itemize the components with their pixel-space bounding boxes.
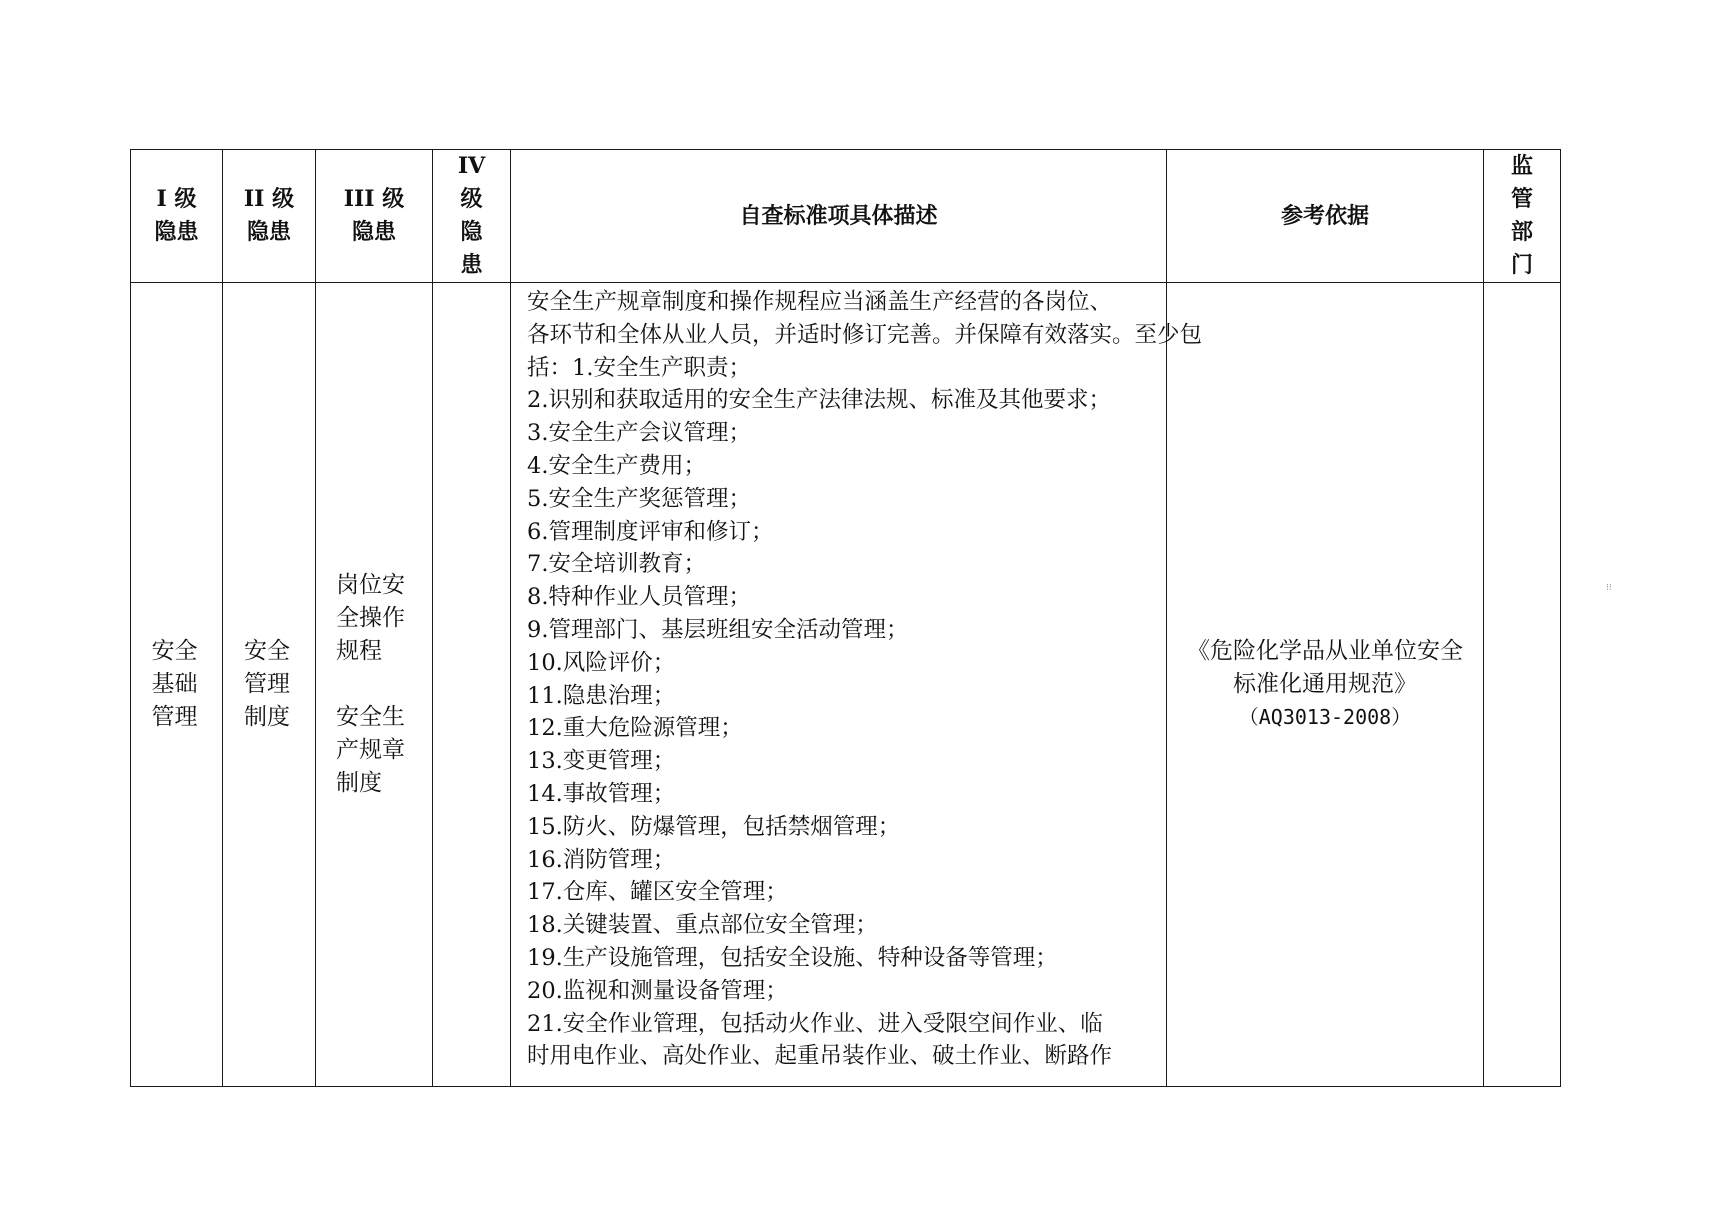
basis-code: （AQ3013-2008）	[1238, 705, 1412, 729]
description-line: 12.重大危险源管理；	[527, 715, 743, 742]
description-line: 17.仓库、罐区安全管理；	[527, 879, 788, 906]
cell-description	[511, 283, 1203, 1087]
table-header-row	[131, 150, 1561, 283]
cell-level1: 安全基础管理	[131, 283, 223, 1087]
header-level3: III 级隐患	[316, 150, 433, 283]
description-line: 安全生产规章制度和操作规程应当涵盖生产经营的各岗位、	[527, 289, 1113, 315]
description-line: 时用电作业、高处作业、起重吊装作业、破土作业、断路作	[527, 1043, 1113, 1070]
description-list	[527, 286, 1203, 1073]
description-line: 3.安全生产会议管理；	[527, 420, 751, 447]
description-line: 8.特种作业人员管理；	[527, 584, 751, 611]
cell-level4	[433, 283, 511, 1087]
header-level2: II 级隐患	[223, 150, 316, 283]
cell-level3	[316, 283, 433, 1087]
level3-item-safety-rules: 安全生产规章制度	[336, 704, 405, 796]
description-line: 14.事故管理；	[527, 780, 676, 807]
header-level1: I 级隐患	[131, 150, 223, 283]
description-line: 9.管理部门、基层班组安全活动管理；	[527, 616, 909, 643]
hazard-checklist-table	[130, 149, 1561, 1087]
description-line: 19.生产设施管理，包括安全设施、特种设备等管理；	[527, 944, 1058, 971]
description-line: 16.消防管理；	[527, 846, 676, 873]
header-level4: IV 级隐患	[433, 150, 511, 283]
header-basis: 参考依据	[1167, 150, 1484, 283]
header-description: 自查标准项具体描述	[511, 150, 1167, 283]
header-department: 监管部门	[1484, 150, 1561, 283]
hazard-table-container	[130, 149, 1554, 1070]
level3-item-operation-rules: 岗位安全操作规程	[336, 572, 405, 664]
description-line: 18.关键装置、重点部位安全管理；	[527, 912, 878, 939]
description-line: 10.风险评价；	[527, 649, 676, 676]
description-line: 13.变更管理；	[527, 748, 676, 775]
description-line: 5.安全生产奖惩管理；	[527, 485, 751, 512]
description-line: 11.隐患治理；	[527, 682, 676, 709]
basis-title: 《危险化学品从业单位安全标准化通用规范》	[1187, 638, 1463, 697]
description-line: 7.安全培训教育；	[527, 551, 706, 578]
description-line: 20.监视和测量设备管理；	[527, 977, 788, 1004]
cell-level2: 安全管理制度	[223, 283, 316, 1087]
description-line: 4.安全生产费用；	[527, 452, 706, 479]
margin-binding-mark: ⁝⁝	[1606, 583, 1612, 593]
cell-department	[1484, 283, 1561, 1087]
table-row	[131, 283, 1561, 1087]
description-line: 2.识别和获取适用的安全生产法律法规、标准及其他要求；	[527, 387, 1111, 414]
description-line: 6.管理制度评审和修订；	[527, 518, 774, 545]
description-line: 各环节和全体从业人员，并适时修订完善。并保障有效落实。至少包	[527, 321, 1203, 348]
cell-basis	[1167, 283, 1484, 1087]
description-line: 括：1.安全生产职责；	[527, 354, 751, 381]
description-line: 21.安全作业管理，包括动火作业、进入受限空间作业、临	[527, 1010, 1103, 1037]
description-line: 15.防火、防爆管理，包括禁烟管理；	[527, 813, 901, 840]
